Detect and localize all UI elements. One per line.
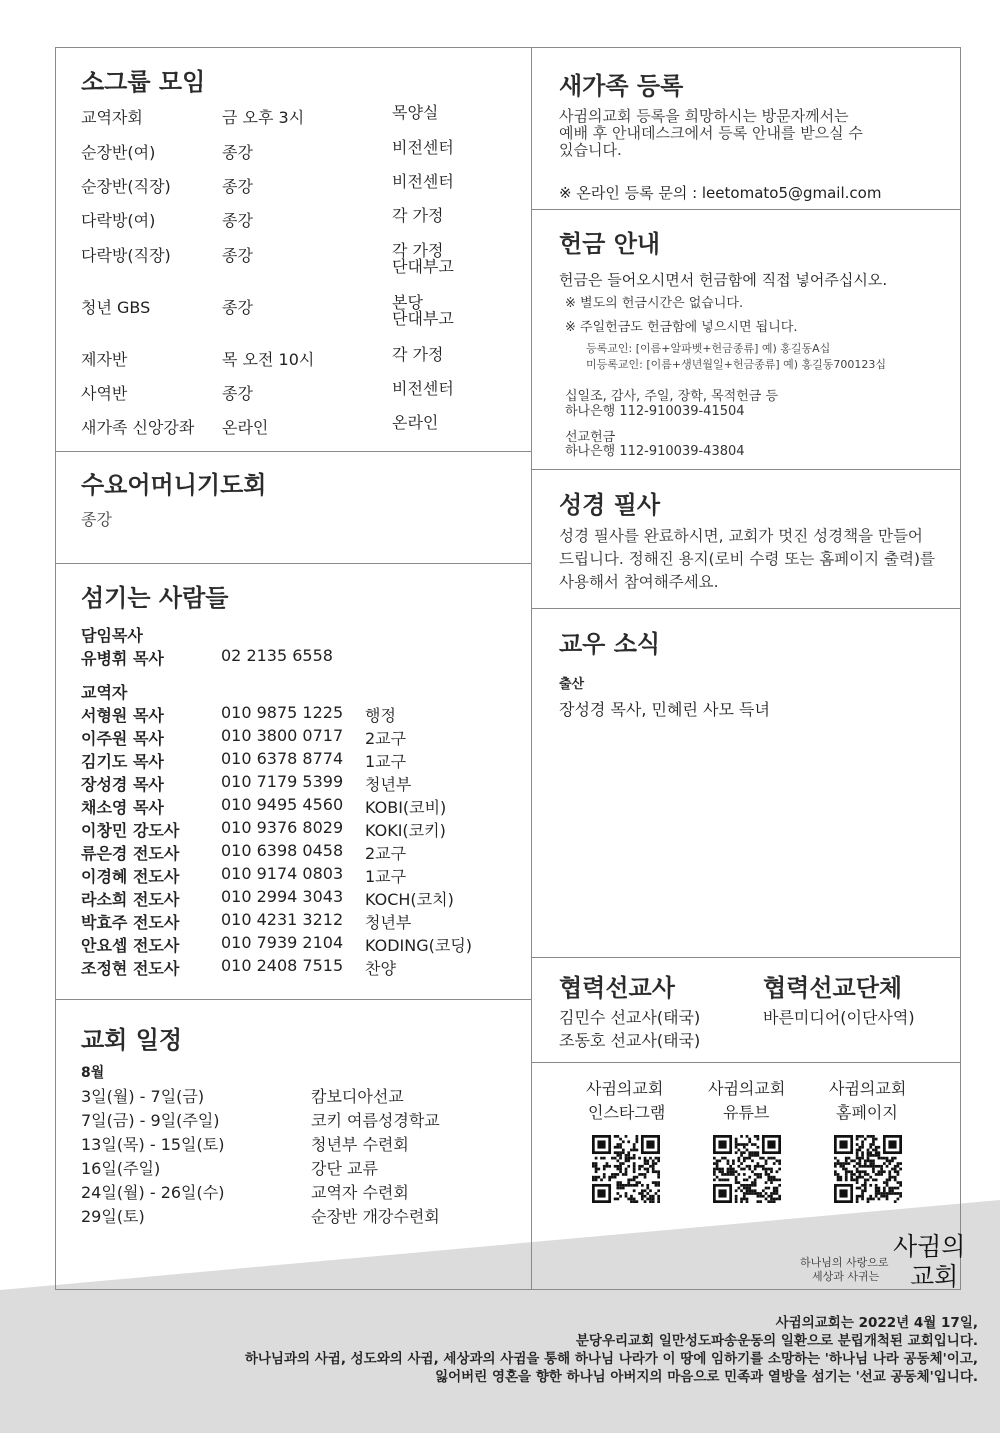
homepage-label: 홈페이지 — [836, 1103, 898, 1122]
divider — [531, 608, 961, 609]
new-family-text: 사귐의교회 등록을 희망하시는 방문자께서는 예배 후 안내데스크에서 등록 안내를 받으실 수 있습니다. — [559, 107, 863, 159]
footer-line: 잃어버린 영혼을 향한 하나님 아버지의 마음으로 민족과 열방을 섬기는 '선교 공동체'입니다. — [435, 1369, 978, 1385]
missionary-name: 조동호 선교사(태국) — [559, 1031, 701, 1050]
offering-registered-format: 등록교인: [이름+알파벳+헌금종류] 예) 홍길동A십 — [586, 342, 831, 355]
list-item — [81, 795, 521, 815]
staff-phone: 010 2994 3043 — [221, 887, 344, 906]
staff-role: KODING(코딩) — [365, 936, 473, 955]
divider — [55, 451, 531, 452]
staff-list — [81, 703, 521, 983]
staff-role: 행정 — [365, 706, 396, 725]
missionary-name: 김민수 선교사(태국) — [559, 1008, 701, 1027]
news-text: 장성경 목사, 민혜린 사모 득녀 — [559, 700, 770, 719]
schedule-event: 교역자 수련회 — [311, 1183, 409, 1202]
divider — [531, 957, 961, 958]
news-title: 교우 소식 — [559, 630, 661, 658]
logo-slogan: 하나님의 사랑으로 — [800, 1256, 889, 1269]
staff-phone: 010 7939 2104 — [221, 933, 344, 952]
list-item — [81, 1132, 521, 1152]
logo-name: 교회 — [910, 1262, 959, 1291]
table-row — [81, 381, 521, 401]
staff-role: 찬양 — [365, 959, 396, 978]
logo-name: 사귐의 — [893, 1232, 966, 1261]
offering-note: ※ 주일헌금도 헌금함에 넣으시면 됩니다. — [565, 320, 798, 335]
offering-unregistered-format: 미등록교인: [이름+생년월일+헌금종류] 예) 홍길동700123십 — [586, 358, 887, 371]
staff-role: 청년부 — [365, 913, 412, 932]
table-row — [81, 140, 521, 160]
group-name: 제자반 — [81, 350, 128, 369]
list-item — [81, 703, 521, 723]
staff-phone: 010 7179 5399 — [221, 772, 344, 791]
staff-role: KOBI(코비) — [365, 798, 447, 817]
table-row — [81, 174, 521, 194]
list-item — [81, 1084, 521, 1104]
footer-line: 사귐의교회는 2022년 4월 17일, — [775, 1315, 978, 1331]
staff-name: 조정현 전도사 — [81, 959, 180, 978]
staff-name: 장성경 목사 — [81, 775, 164, 794]
divider — [531, 1062, 961, 1063]
group-time: 종강 — [222, 298, 253, 317]
footer-line: 분당우리교회 일만성도파송운동의 일환으로 분립개척된 교회입니다. — [575, 1333, 978, 1349]
schedule-month: 8월 — [81, 1065, 105, 1081]
staff-name: 라소희 전도사 — [81, 890, 180, 909]
offering-account-label: 십일조, 감사, 주일, 장학, 목적헌금 등 — [565, 389, 779, 404]
footer-line: 하나님과의 사귐, 성도와의 사귐, 세상과의 사귐을 통해 하나님 나라가 이 땅에 임하기를 소망하는 '하나님 나라 공동체'이고, — [244, 1351, 978, 1367]
table-row — [81, 105, 521, 125]
schedule-title: 교회 일정 — [81, 1026, 183, 1054]
list-item — [81, 1180, 521, 1200]
staff-name: 채소영 목사 — [81, 798, 164, 817]
group-name: 교역자회 — [81, 108, 143, 127]
list-item — [81, 887, 521, 907]
list-item — [81, 818, 521, 838]
group-place: 비전센터 — [392, 379, 454, 398]
staff-role: KOCH(코치) — [365, 890, 454, 909]
offering-intro: 헌금은 들어오시면서 헌금함에 직접 넣어주십시오. — [559, 271, 888, 289]
staff-phone: 010 6398 0458 — [221, 841, 344, 860]
staff-phone: 010 9495 4560 — [221, 795, 344, 814]
list-item — [81, 726, 521, 746]
group-name: 새가족 신앙강좌 — [81, 418, 195, 437]
youtube-label: 사귐의교회 — [708, 1079, 786, 1098]
mission-org-title: 협력선교단체 — [763, 974, 903, 1002]
group-place: 각 가정 — [392, 345, 444, 364]
instagram-label: 인스타그램 — [588, 1103, 666, 1122]
schedule-date: 24일(월) - 26일(수) — [81, 1183, 225, 1202]
group-place: 비전센터 — [392, 172, 454, 191]
schedule-event: 코키 여름성경학교 — [311, 1111, 440, 1130]
small-groups-title: 소그룹 모임 — [81, 68, 206, 96]
list-item — [81, 1204, 521, 1224]
staff-phone: 010 9875 1225 — [221, 703, 344, 722]
mission-org-name: 바른미디어(이단사역) — [763, 1008, 915, 1027]
schedule-event: 캄보디아선교 — [311, 1087, 404, 1106]
staff-name: 안요셉 전도사 — [81, 936, 180, 955]
group-place: 각 가정 단대부고 — [392, 241, 454, 276]
staff-phone: 010 2408 7515 — [221, 956, 344, 975]
servants-title: 섬기는 사람들 — [81, 584, 229, 612]
offering-account-number: 하나은행 112-910039-41504 — [565, 404, 745, 419]
homepage-qr-icon[interactable] — [834, 1135, 902, 1203]
group-time: 종강 — [222, 143, 253, 162]
table-row — [81, 208, 521, 228]
staff-phone: 010 9376 8029 — [221, 818, 344, 837]
divider — [55, 563, 531, 564]
table-row — [81, 415, 521, 435]
column-divider — [531, 47, 532, 1290]
staff-phone: 010 3800 0717 — [221, 726, 344, 745]
list-item — [81, 749, 521, 769]
homepage-label: 사귐의교회 — [829, 1079, 907, 1098]
youtube-qr-icon[interactable] — [713, 1135, 781, 1203]
list-item — [81, 841, 521, 861]
staff-phone: 010 9174 0803 — [221, 864, 344, 883]
group-place: 비전센터 — [392, 138, 454, 157]
group-name: 청년 GBS — [81, 298, 151, 317]
group-time: 종강 — [222, 177, 253, 196]
staff-role: KOKI(코키) — [365, 821, 446, 840]
senior-pastor-label: 담임목사 — [81, 626, 143, 645]
schedule-event: 순장반 개강수련회 — [311, 1207, 440, 1226]
staff-name: 이경혜 전도사 — [81, 867, 180, 886]
staff-role: 1교구 — [365, 752, 407, 771]
table-row — [81, 293, 521, 328]
staff-name: 서형원 목사 — [81, 706, 164, 725]
schedule-event: 강단 교류 — [311, 1159, 378, 1178]
schedule-date: 13일(목) - 15일(토) — [81, 1135, 225, 1154]
list-item — [81, 956, 521, 976]
table-row — [81, 347, 521, 367]
missionaries-title: 협력선교사 — [559, 974, 675, 1002]
list-item — [81, 1108, 521, 1128]
offering-note: ※ 별도의 헌금시간은 없습니다. — [565, 296, 744, 311]
group-place: 온라인 — [392, 413, 439, 432]
group-name: 순장반(여) — [81, 143, 156, 162]
group-name: 순장반(직장) — [81, 177, 171, 196]
schedule-list — [81, 1084, 521, 1234]
group-name: 사역반 — [81, 384, 128, 403]
news-label: 출산 — [559, 677, 585, 692]
schedule-date: 7일(금) - 9일(주일) — [81, 1111, 220, 1130]
schedule-date: 3일(월) - 7일(금) — [81, 1087, 205, 1106]
group-name: 다락방(직장) — [81, 246, 171, 265]
group-time: 종강 — [222, 246, 253, 265]
group-time: 종강 — [222, 384, 253, 403]
staff-phone: 010 6378 8774 — [221, 749, 344, 768]
list-item — [81, 864, 521, 884]
new-family-title: 새가족 등록 — [559, 72, 684, 100]
group-place: 목양실 — [392, 103, 439, 122]
bible-copy-title: 성경 필사 — [559, 491, 661, 519]
schedule-date: 16일(주일) — [81, 1159, 161, 1178]
table-row — [81, 241, 521, 276]
divider — [531, 469, 961, 470]
staff-name: 김기도 목사 — [81, 752, 164, 771]
group-time: 온라인 — [222, 418, 269, 437]
logo-slogan: 세상과 사귀는 — [812, 1270, 880, 1283]
group-time: 종강 — [222, 211, 253, 230]
prayer-meeting-title: 수요어머니기도회 — [81, 471, 267, 499]
new-family-contact: ※ 온라인 등록 문의 : leetomato5@gmail.com — [559, 184, 882, 202]
schedule-date: 29일(토) — [81, 1207, 145, 1226]
prayer-meeting-status: 종강 — [81, 510, 112, 529]
list-item — [81, 910, 521, 930]
divider — [55, 999, 531, 1000]
instagram-qr-icon[interactable] — [592, 1135, 660, 1203]
instagram-label: 사귐의교회 — [586, 1079, 664, 1098]
youtube-label: 유튜브 — [723, 1103, 770, 1122]
group-place: 각 가정 — [392, 206, 444, 225]
mission-account-label: 선교헌금 — [565, 430, 616, 445]
staff-label: 교역자 — [81, 683, 128, 702]
staff-role: 청년부 — [365, 775, 412, 794]
staff-name: 박효주 전도사 — [81, 913, 180, 932]
list-item — [81, 933, 521, 953]
staff-role: 1교구 — [365, 867, 407, 886]
senior-pastor-name: 유병휘 목사 — [81, 649, 164, 668]
staff-role: 2교구 — [365, 844, 407, 863]
group-place: 본당 단대부고 — [392, 293, 454, 328]
staff-name: 류은경 전도사 — [81, 844, 180, 863]
staff-role: 2교구 — [365, 729, 407, 748]
list-item — [81, 772, 521, 792]
small-groups-table — [81, 105, 521, 445]
schedule-event: 청년부 수련회 — [311, 1135, 409, 1154]
divider — [531, 209, 961, 210]
staff-name: 이주원 목사 — [81, 729, 164, 748]
group-time: 목 오전 10시 — [222, 350, 315, 369]
list-item — [81, 1156, 521, 1176]
bible-copy-text: 성경 필사를 완료하시면, 교회가 멋진 성경책을 만들어 드립니다. 정해진 용지(로비 수령 또는 홈페이지 출력)를 사용해서 참여해주세요. — [559, 527, 935, 591]
senior-pastor-phone: 02 2135 6558 — [221, 646, 333, 665]
mission-account-number: 하나은행 112-910039-43804 — [565, 444, 745, 459]
offering-title: 헌금 안내 — [559, 230, 661, 258]
group-time: 금 오후 3시 — [222, 108, 305, 127]
staff-name: 이창민 강도사 — [81, 821, 180, 840]
group-name: 다락방(여) — [81, 211, 156, 230]
staff-phone: 010 4231 3212 — [221, 910, 344, 929]
